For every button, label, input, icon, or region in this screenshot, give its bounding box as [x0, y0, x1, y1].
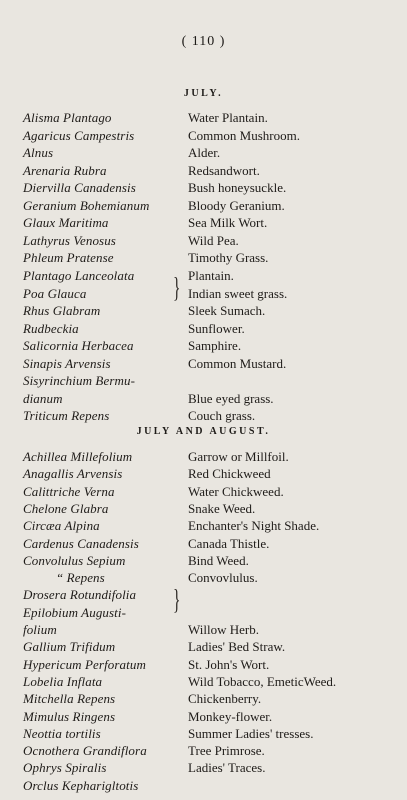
plant-entry — [0, 163, 407, 180]
plant-entry — [0, 743, 407, 760]
latin-name: Epilobium Augusti- — [23, 604, 127, 620]
common-name: St. John's Wort. — [188, 656, 270, 672]
plant-entry — [0, 726, 407, 743]
latin-name: folium — [23, 622, 57, 637]
common-name: Bush honeysuckle. — [188, 180, 287, 196]
page-number: ( 110 ) — [181, 34, 226, 49]
common-name: Bind Weed. — [188, 552, 249, 568]
plant-entry — [0, 338, 407, 355]
common-name: Timothy Grass. — [188, 250, 269, 266]
plant-entry — [0, 233, 407, 250]
latin-name: Alisma Plantago — [23, 110, 112, 125]
common-name: Common Mustard. — [188, 355, 287, 371]
common-name: Plantain. — [188, 267, 234, 283]
latin-name: Diervilla Canadensis — [23, 180, 136, 196]
latin-name: Geranium Bohemianum — [23, 197, 150, 213]
common-name: Tree Primrose. — [188, 743, 265, 759]
latin-name: Triticum Repens — [23, 408, 110, 424]
common-name: Redsandwort. — [188, 162, 260, 178]
common-name: Canada Thistle. — [188, 535, 270, 551]
plant-entry — [0, 691, 407, 708]
latin-name: Sisyrinchium Bermu- — [23, 373, 136, 389]
latin-name: Hypericum Perforatum — [23, 656, 146, 672]
latin-name: Ophrys Spiralis — [23, 760, 107, 776]
latin-name: Mimulus Ringens — [23, 708, 116, 724]
latin-name: Ocnothera Grandiflora — [23, 743, 147, 759]
latin-name: Lobelia Inflata — [23, 673, 103, 689]
latin-name: Arenaria Rubra — [23, 162, 107, 178]
section-heading: JULY. — [183, 88, 224, 99]
common-name: Ladies' Bed Straw. — [188, 639, 286, 655]
plant-entry — [0, 674, 407, 691]
latin-name: Salicornia Herbacea — [23, 338, 134, 354]
plant-entry — [0, 466, 407, 483]
latin-name: Sinapis Arvensis — [23, 355, 111, 371]
latin-name: Neottia tortilis — [23, 725, 101, 741]
latin-name: Rudbeckia — [23, 320, 79, 336]
plant-entry — [0, 110, 407, 127]
plant-entry — [0, 250, 407, 267]
latin-name: Plantago Lanceolata — [23, 267, 135, 283]
common-name: Wild Pea. — [188, 232, 239, 248]
common-name: Snake Weed. — [188, 500, 256, 516]
common-name: Convovlulus. — [188, 570, 258, 586]
plant-entry — [0, 356, 407, 373]
common-name: Couch grass. — [188, 408, 256, 424]
plant-entry — [0, 268, 407, 285]
latin-name: Chelone Glabra — [23, 500, 109, 516]
plant-entry — [0, 391, 407, 408]
plant-entry — [0, 303, 407, 320]
common-name: Monkey-flower. — [188, 708, 273, 724]
latin-name: “ Repens — [56, 570, 105, 586]
plant-entry — [0, 709, 407, 726]
plant-entry — [0, 760, 407, 777]
plant-entry — [0, 145, 407, 162]
latin-name: dianum — [23, 390, 63, 406]
latin-name: Anagallis Arvensis — [23, 466, 123, 482]
latin-name: Achillea Millefolium — [23, 449, 133, 464]
plant-entry — [0, 518, 407, 535]
common-name: Common Mushroom. — [188, 127, 300, 143]
brace-symbol: } — [173, 585, 181, 616]
latin-name: Drosera Rotundifolia — [23, 587, 137, 603]
plant-entry — [0, 622, 407, 639]
plant-entry — [0, 501, 407, 518]
plant-entry — [0, 286, 407, 303]
plant-entry — [0, 180, 407, 197]
common-name: Sea Milk Wort. — [188, 215, 268, 231]
plant-entry — [0, 408, 407, 425]
latin-name: Orclus Kepharigltotis — [23, 777, 139, 793]
latin-name: Convolulus Sepium — [23, 552, 126, 568]
brace-symbol: } — [173, 273, 181, 304]
common-name: Sunflower. — [188, 320, 245, 336]
plant-entry — [0, 605, 407, 622]
common-name: Water Plantain. — [188, 110, 268, 125]
plant-entry — [0, 778, 407, 795]
common-name: Sleek Sumach. — [188, 303, 266, 319]
plant-entry — [0, 198, 407, 215]
plant-entry — [0, 215, 407, 232]
plant-entry — [0, 553, 407, 570]
common-name: Enchanter's Night Shade. — [188, 518, 320, 534]
plant-entry — [0, 639, 407, 656]
common-name: Water Chickweed. — [188, 483, 284, 499]
common-name: Blue eyed grass. — [188, 390, 274, 406]
plant-entry — [0, 128, 407, 145]
plant-entry — [0, 373, 407, 390]
common-name: Alder. — [188, 145, 221, 161]
latin-name: Glaux Maritima — [23, 215, 109, 231]
common-name: Summer Ladies' tresses. — [188, 725, 314, 741]
latin-name: Alnus — [23, 145, 54, 161]
section-heading: JULY AND AUGUST. — [136, 426, 271, 437]
plant-entry — [0, 657, 407, 674]
common-name: Wild Tobacco, EmeticWeed. — [188, 673, 337, 689]
latin-name: Circæa Alpina — [23, 518, 100, 534]
plant-entry — [0, 587, 407, 604]
latin-name: Calittriche Verna — [23, 483, 115, 499]
plant-entry — [0, 536, 407, 553]
latin-name: Poa Glauca — [23, 285, 87, 301]
latin-name: Agaricus Campestris — [23, 127, 135, 143]
common-name: Indian sweet grass. — [188, 285, 288, 301]
common-name: Samphire. — [188, 338, 242, 354]
latin-name: Mitchella Repens — [23, 691, 116, 707]
latin-name: Lathyrus Venosus — [23, 232, 116, 248]
latin-name: Cardenus Canadensis — [23, 535, 139, 551]
latin-name: Phleum Pratense — [23, 250, 114, 266]
common-name: Bloody Geranium. — [188, 197, 285, 213]
common-name: Willow Herb. — [188, 622, 259, 637]
plant-entry — [0, 570, 407, 587]
plant-entry — [0, 484, 407, 501]
plant-entry — [0, 321, 407, 338]
latin-name: Gallium Trifidum — [23, 639, 116, 655]
common-name: Ladies' Traces. — [188, 760, 266, 776]
common-name: Chickenberry. — [188, 691, 262, 707]
common-name: Garrow or Millfoil. — [188, 449, 289, 464]
common-name: Red Chickweed — [188, 466, 271, 482]
plant-entry — [0, 449, 407, 466]
latin-name: Rhus Glabram — [23, 303, 101, 319]
